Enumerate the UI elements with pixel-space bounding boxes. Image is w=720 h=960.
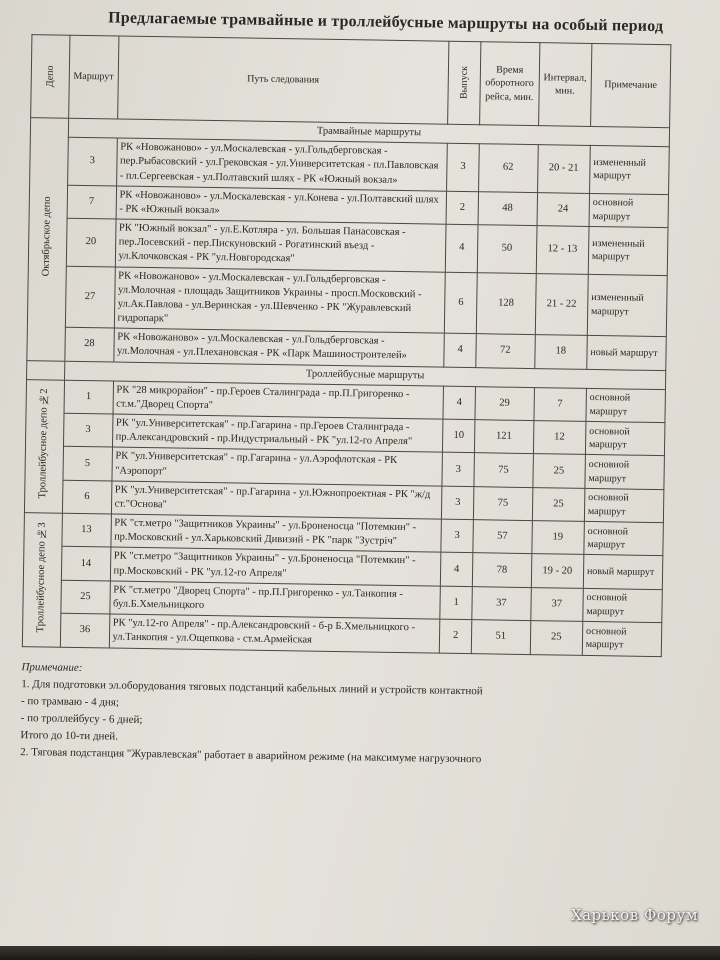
route-note: основной маршрут xyxy=(582,622,662,657)
route-path: РК «Новожаново» - ул.Москалевская - ул.Гольдберговская - ул.Молочная - ул.Плехановская - РК «Парк Машиностроителей» xyxy=(113,328,444,367)
routes-table xyxy=(22,34,672,656)
route-turnaround: 62 xyxy=(479,144,538,192)
route-note: основной маршрут xyxy=(586,388,666,423)
route-number: 1 xyxy=(64,380,113,414)
route-turnaround: 75 xyxy=(474,453,533,487)
route-note: измененный маршрут xyxy=(588,226,668,275)
header-turnaround: Время оборотного рейса, мин. xyxy=(480,42,540,126)
route-turnaround: 37 xyxy=(472,586,531,620)
route-path: РК "ул.12-го Апреля" - пр.Александровский - б-р Б.Хмельницкого - ул.Танкопия - ул.Ощепкова - ст.м.Армейская xyxy=(109,614,440,653)
route-path: РК "Южный вокзал" - ул.Е.Котляра - ул. Большая Панасовская - пер.Лосевский - пер.Пискуновский - Рогатинский въезд - ул.Клочковская - РК "ул.Новгородская" xyxy=(115,219,446,272)
route-interval: 19 - 20 xyxy=(531,554,584,588)
route-output: 3 xyxy=(442,453,474,487)
photo-bottom-edge xyxy=(0,946,720,960)
header-route: Маршрут xyxy=(69,35,119,119)
route-interval: 37 xyxy=(530,587,583,621)
route-interval: 25 xyxy=(530,621,583,655)
route-note: основной маршрут xyxy=(589,193,669,228)
route-interval: 12 xyxy=(533,421,586,455)
route-number: 27 xyxy=(65,266,115,328)
route-output: 6 xyxy=(444,272,477,334)
route-output: 3 xyxy=(447,143,480,191)
table-header-row xyxy=(31,35,671,128)
route-number: 5 xyxy=(63,447,112,481)
route-output: 2 xyxy=(446,191,478,225)
route-note: новый маршрут xyxy=(587,336,667,371)
route-note: основной маршрут xyxy=(584,488,664,523)
route-turnaround: 128 xyxy=(476,272,535,335)
route-number: 3 xyxy=(68,137,117,185)
section-tram-label: Трамвайные маршруты xyxy=(68,118,669,147)
route-output: 3 xyxy=(441,519,473,553)
notes-line: 1. Для подготовки эл.оборудования тяговых подстанций кабельных линий и устройств контактной xyxy=(21,677,483,697)
route-path: РК «Новожаново» - ул.Москалевская - ул.Конева - ул.Полтавский шлях - РК «Южный вокзал» xyxy=(116,186,447,225)
route-output: 4 xyxy=(443,386,475,420)
route-interval: 25 xyxy=(532,487,585,521)
route-path: РК "28 микрорайон" - пр.Героев Сталинграда - пр.П.Григоренко - ст.м."Дворец Спорта" xyxy=(113,381,444,420)
route-note: основной маршрут xyxy=(585,455,665,490)
route-interval: 25 xyxy=(532,454,585,488)
route-interval: 20 - 21 xyxy=(537,145,590,193)
route-number: 36 xyxy=(60,613,109,647)
document-title: Предлагаемые трамвайные и троллейбусные маршруты на особый период xyxy=(108,9,664,36)
route-turnaround: 72 xyxy=(476,334,535,368)
route-path: РК «Новожаново» - ул.Москалевская - ул.Гольдберговская - ул.Молочная - площадь Защитников Украины - просп.Московский - ул.Ак.Павлова - ул.Веринская - ул.Шевченко - РК "Журавлевский гидропарк" xyxy=(114,267,446,334)
route-output: 10 xyxy=(443,419,475,453)
header-output: Выпуск xyxy=(448,41,481,124)
route-turnaround: 51 xyxy=(471,620,530,654)
route-turnaround: 78 xyxy=(472,553,531,587)
route-note: основной маршрут xyxy=(584,522,664,557)
depot-oktyabrskoe: Октябрьское депо xyxy=(27,118,69,361)
route-output: 2 xyxy=(439,619,471,653)
header-path: Путь следования xyxy=(117,36,449,124)
header-interval: Интервал, мин. xyxy=(538,43,592,127)
route-turnaround: 29 xyxy=(475,386,534,420)
route-note: новый маршрут xyxy=(583,555,663,590)
route-path: РК "ул.Университетская" - пр.Гагарина - пр.Героев Сталинграда - пр.Александровский - пр.Индустриальный - РК "ул.12-го Апреля" xyxy=(112,414,443,453)
depot-trolley-2: Троллейбусное депо №2 xyxy=(24,379,64,513)
route-turnaround: 50 xyxy=(477,225,536,273)
route-interval: 12 - 13 xyxy=(536,226,589,274)
notes-line: - по троллейбусу - 6 дней; xyxy=(20,711,143,726)
notes-line: Итого до 10-ти дней. xyxy=(20,728,119,743)
route-path: РК "ст.метро "Дворец Спорта" - пр.П.Григоренко - ул.Танкопия - бул.Б.Хмельницкого xyxy=(109,581,440,620)
notes-line: 2. Тяговая подстанция "Журавлевская" работает в аварийном режиме (на максимуме нагрузочного xyxy=(20,745,482,766)
route-note: измененный маршрут xyxy=(587,274,667,337)
table-body xyxy=(22,118,669,656)
notes-section xyxy=(10,658,672,771)
route-path: РК "ст.метро "Защитников Украины" - ул.Броненосца "Потемкин" - пр.Московский - РК "ул.12-го Апреля" xyxy=(110,547,441,586)
route-interval: 24 xyxy=(537,192,590,226)
route-note: измененный маршрут xyxy=(589,146,669,195)
route-turnaround: 75 xyxy=(473,486,532,520)
route-interval: 7 xyxy=(533,387,586,421)
route-number: 7 xyxy=(67,185,116,219)
route-turnaround: 48 xyxy=(478,191,537,225)
depot-trolley-3: Троллейбусное депо №3 xyxy=(22,513,62,647)
header-note: Примечание xyxy=(590,43,670,127)
route-turnaround: 121 xyxy=(474,420,533,454)
route-number: 25 xyxy=(61,580,110,614)
section-trolley-depot-blank xyxy=(27,360,65,380)
document-content xyxy=(10,0,710,771)
route-path: РК "ул.Университетская" - пр.Гагарина - ул.Южнопроектная - РК "ж/д ст."Основа" xyxy=(111,481,442,520)
route-interval: 18 xyxy=(534,335,587,369)
section-trolley-label: Троллейбусные маршруты xyxy=(65,361,666,390)
route-number: 6 xyxy=(62,480,111,514)
route-note: основной маршрут xyxy=(585,422,665,457)
header-depot: Депо xyxy=(31,35,70,119)
route-output: 4 xyxy=(444,333,476,367)
route-turnaround: 57 xyxy=(473,520,532,554)
route-path: РК «Новожаново» - ул.Москалевская - ул.Гольдберговская - пер.Рыбасовский - ул.Грековская - ул.Университетская - пл.Павловская - пл.Сергеевская - ул.Полтавский шлях - РК «Южный вокзал» xyxy=(116,138,447,191)
route-note: основной маршрут xyxy=(583,588,663,623)
route-output: 1 xyxy=(440,586,472,620)
table-row xyxy=(27,265,667,337)
route-number: 28 xyxy=(65,327,114,361)
route-number: 13 xyxy=(62,513,111,547)
route-number: 14 xyxy=(61,547,110,581)
route-number: 20 xyxy=(66,218,115,266)
notes-line: - по трамваю - 4 дня; xyxy=(20,694,120,709)
route-output: 4 xyxy=(445,224,478,272)
route-interval: 19 xyxy=(531,521,584,555)
route-path: РК "ул.Университетская" - пр.Гагарина - ул.Аэрофлотская - РК "Аэропорт" xyxy=(111,447,442,486)
notes-heading: Примечание: xyxy=(21,660,83,674)
route-number: 3 xyxy=(63,413,112,447)
route-output: 4 xyxy=(441,553,473,587)
route-path: РК "ст.метро "Защитников Украины" - ул.Броненосца "Потемкин" - пр.Московский - ул.Харьковский Дивизий - РК "парк "Зустріч" xyxy=(110,514,441,553)
watermark-text: Харьков Форум xyxy=(570,906,698,924)
route-interval: 21 - 22 xyxy=(535,273,588,336)
route-output: 3 xyxy=(442,486,474,520)
